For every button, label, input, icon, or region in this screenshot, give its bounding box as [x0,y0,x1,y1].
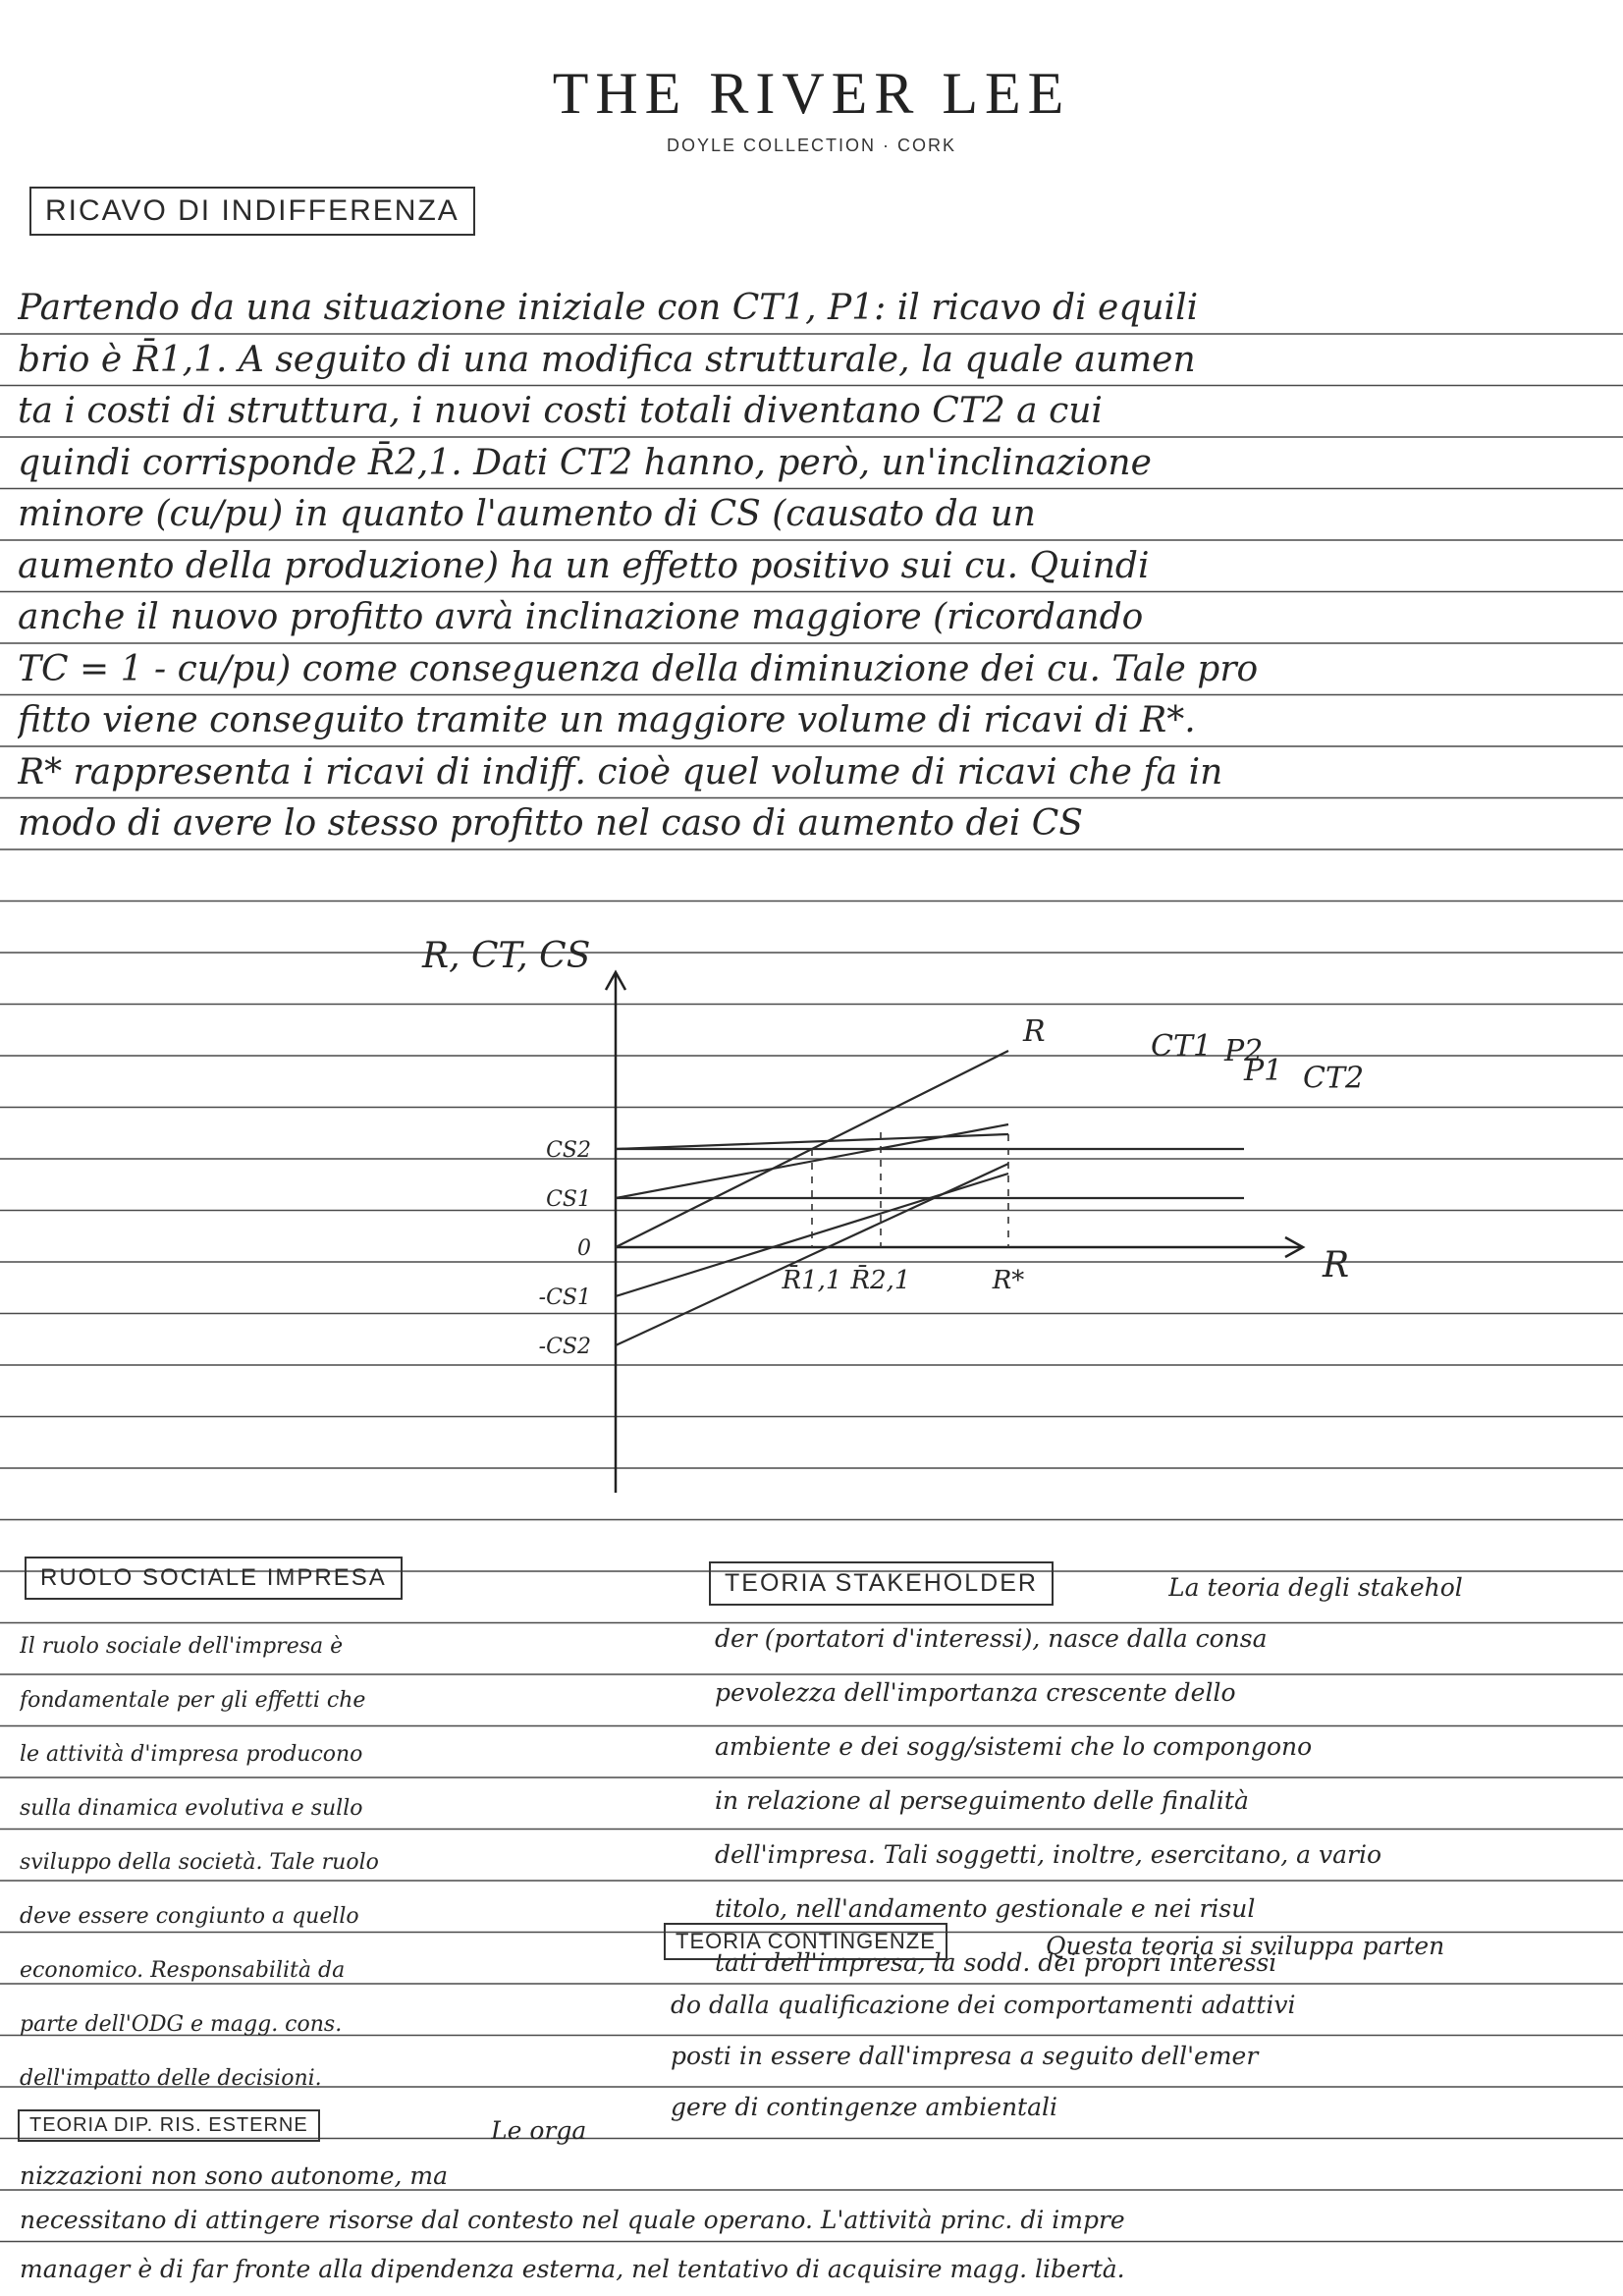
heading-teoria-contingenze: TEORIA CONTINGENZE [664,1923,947,1960]
handwritten-line: aumento della produzione) ha un effetto positivo sui cu. Quindi [18,545,1150,586]
handwritten-line: fondamentale per gli effetti che [20,1688,366,1713]
handwritten-line: tati dell'impresa, la sodd. dei propri interessi [715,1948,1277,1977]
handwritten-line: sviluppo della società. Tale ruolo [20,1850,379,1875]
y-tick-label: 0 [577,1236,591,1261]
handwritten-line: deve essere congiunto a quello [20,1904,359,1929]
contingenze-first-line: Questa teoria si sviluppa parten [1046,1932,1445,1960]
dipendenza-second-line: nizzazioni non sono autonome, ma [20,2161,449,2190]
letterhead-subtitle: DOYLE COLLECTION · CORK [666,136,957,155]
line-end-label: P1 [1244,1054,1283,1088]
line-end-label: CT2 [1303,1061,1365,1096]
handwritten-line: le attività d'impresa producono [20,1742,363,1767]
heading-teoria-stakeholder: TEORIA STAKEHOLDER [709,1561,1054,1606]
heading-ricavo-indifferenza: RICAVO DI INDIFFERENZA [29,187,475,236]
handwritten-line: sulla dinamica evolutiva e sullo [20,1796,363,1821]
line-end-label: R [1023,1014,1046,1049]
handwritten-line: TC = 1 - cu/pu) come conseguenza della diminuzione dei cu. Tale pro [18,648,1259,689]
handwritten-line: manager è di far fronte alla dipendenza esterna, nel tentativo di acquisire magg. libertà. [20,2255,1125,2283]
y-tick-label: CS2 [546,1138,591,1163]
handwritten-line: der (portatori d'interessi), nasce dalla consa [715,1624,1268,1653]
handwritten-line: fitto viene conseguito tramite un maggiore volume di ricavi di R*. [18,700,1196,740]
y-tick-label: CS1 [546,1187,591,1212]
y-tick-label: -CS2 [538,1335,591,1359]
handwritten-line: parte dell'ODG e magg. cons. [20,2012,343,2037]
hotel-letterhead [0,57,1623,156]
handwritten-line: gere di contingenze ambientali [671,2093,1057,2121]
indifference-revenue-chart [0,903,1623,1571]
handwritten-line: ambiente e dei sogg/sistemi che lo compongono [715,1732,1313,1761]
line-end-label: P2 [1224,1034,1264,1068]
paragraph-teoria-contingenze [671,1980,1606,2133]
handwritten-line: R* rappresenta i ricavi di indiff. cioè quel volume di ricavi che fa in [18,751,1223,793]
x-tick-label: R* [992,1266,1025,1295]
handwritten-line: do dalla qualificazione dei comportamenti adattivi [671,1991,1296,2019]
handwritten-line: anche il nuovo profitto avrà inclinazione maggiore (ricordando [18,597,1144,637]
handwritten-line: ta i costi di struttura, i nuovi costi totali diventano CT2 a cui [18,391,1103,431]
paragraph-ricavo-indifferenza [18,283,1603,850]
paragraph-teoria-dipendenza [20,2196,1605,2294]
handwritten-line: in relazione al perseguimento delle finalità [715,1786,1249,1815]
stakeholder-first-line: La teoria degli stakehol [1168,1573,1463,1602]
handwritten-line: titolo, nell'andamento gestionale e nei risul [715,1894,1256,1923]
handwritten-line: Partendo da una situazione iniziale con CT1, P1: il ricavo di equili [18,288,1199,328]
handwritten-line: brio è R̄1,1. A seguito di una modifica strutturale, la quale aumen [18,339,1196,380]
handwritten-line: Il ruolo sociale dell'impresa è [20,1634,344,1659]
handwritten-line: dell'impresa. Tali soggetti, inoltre, esercitano, a vario [715,1840,1382,1869]
dipendenza-first-line: Le orga [491,2116,587,2145]
y-axis-label: R, CT, CS [422,936,591,976]
handwritten-line: pevolezza dell'importanza crescente dello [715,1678,1236,1707]
line-end-label: CT1 [1151,1029,1213,1064]
handwritten-line: quindi corrisponde R̄2,1. Dati CT2 hanno, però, un'inclinazione [18,442,1152,483]
handwritten-line: economico. Responsabilità da [20,1958,346,1983]
letterhead-title: THE RIVER LEE [552,61,1071,126]
x-tick-label: R̄1,1 [782,1266,842,1295]
handwritten-line: minore (cu/pu) in quanto l'aumento di CS (causato da un [18,494,1036,534]
series-line-ct2 [616,1134,1008,1149]
handwritten-line: necessitano di attingere risorse dal contesto nel quale operano. L'attività princ. di impre [20,2206,1125,2234]
x-axis-label: R [1323,1245,1350,1285]
y-tick-label: -CS1 [538,1285,591,1310]
heading-ruolo-sociale: RUOLO SOCIALE IMPRESA [25,1557,403,1600]
x-tick-label: R̄2,1 [850,1266,911,1295]
heading-teoria-dip-ris-esterne: TEORIA DIP. RIS. ESTERNE [18,2109,320,2142]
paragraph-ruolo-sociale [20,1620,628,2106]
handwritten-line: posti in essere dall'impresa a seguito dell'emer [671,2042,1259,2070]
handwritten-line: dell'impatto delle decisioni. [20,2066,322,2091]
handwritten-line: modo di avere lo stesso profitto nel caso di aumento dei CS [18,803,1084,844]
